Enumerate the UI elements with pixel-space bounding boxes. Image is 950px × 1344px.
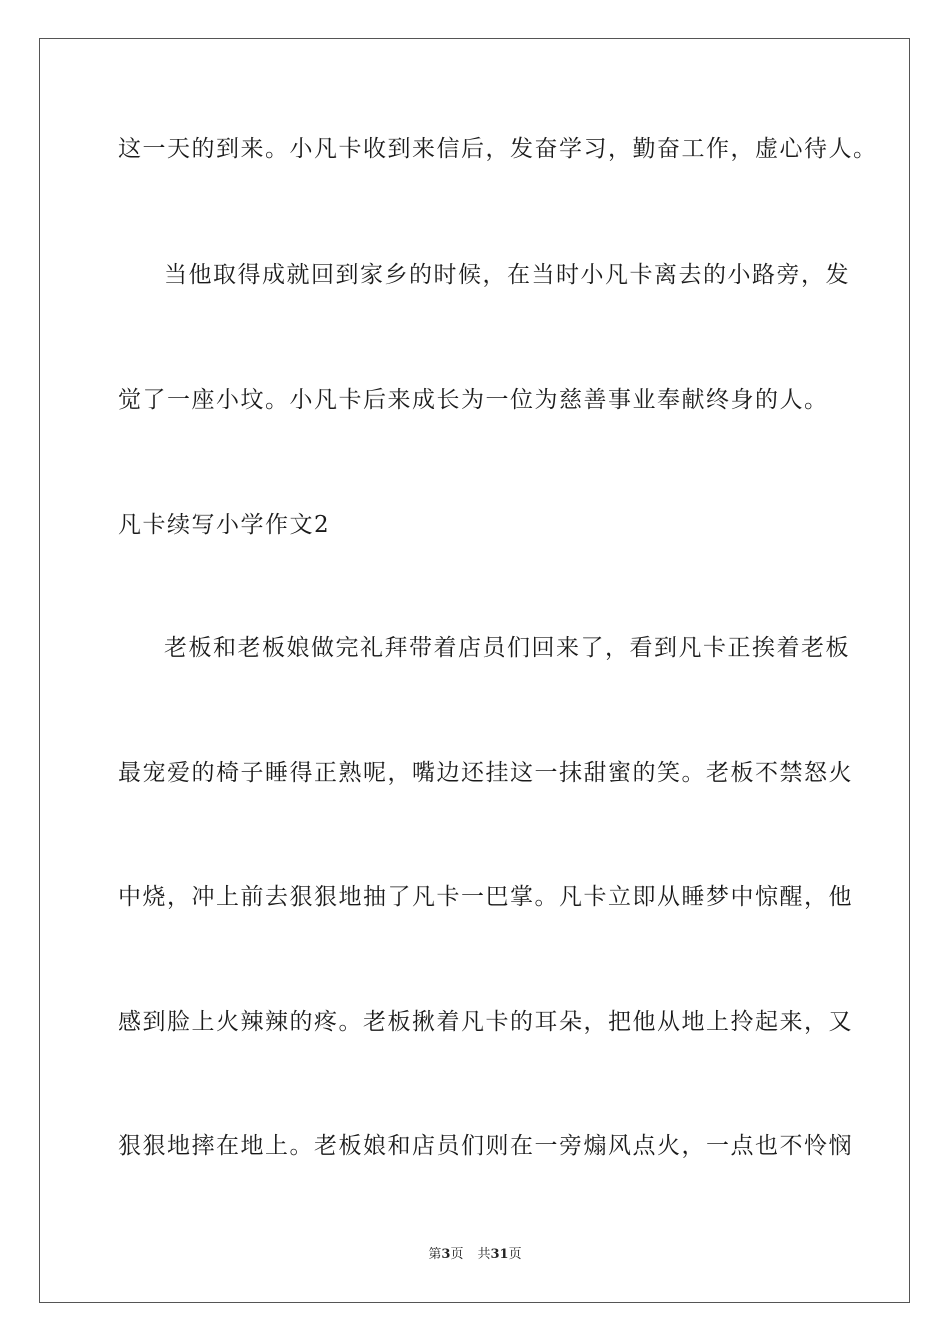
paragraph-line: 觉了一座小坟。小凡卡后来成长为一位为慈善事业奉献终身的人。 [118, 387, 829, 413]
page-number: 3 [441, 1247, 451, 1262]
paragraph-line: 狠狠地摔在地上。老板娘和店员们则在一旁煽风点火，一点也不怜悯 [118, 1133, 853, 1159]
section-heading: 凡卡续写小学作文2 [118, 512, 331, 538]
total-suffix: 页 [508, 1247, 522, 1262]
paragraph-line: 这一天的到来。小凡卡收到来信后，发奋学习，勤奋工作，虚心待人。 [118, 136, 878, 162]
page-suffix: 页 [450, 1247, 464, 1262]
total-prefix: 共 [477, 1247, 491, 1262]
page-border [39, 38, 910, 1303]
paragraph-line: 最宠爱的椅子睡得正熟呢，嘴边还挂这一抹甜蜜的笑。老板不禁怒火 [118, 760, 853, 786]
page-prefix: 第 [428, 1247, 442, 1262]
paragraph-line: 老板和老板娘做完礼拜带着店员们回来了，看到凡卡正挨着老板 [164, 635, 850, 661]
paragraph-line: 当他取得成就回到家乡的时候，在当时小凡卡离去的小路旁，发 [164, 262, 850, 288]
total-pages: 31 [490, 1247, 509, 1262]
paragraph-line: 中烧，冲上前去狠狠地抽了凡卡一巴掌。凡卡立即从睡梦中惊醒，他 [118, 884, 853, 910]
paragraph-line: 感到脸上火辣辣的疼。老板揪着凡卡的耳朵，把他从地上拎起来，又 [118, 1009, 853, 1035]
page-footer [0, 1246, 950, 1264]
